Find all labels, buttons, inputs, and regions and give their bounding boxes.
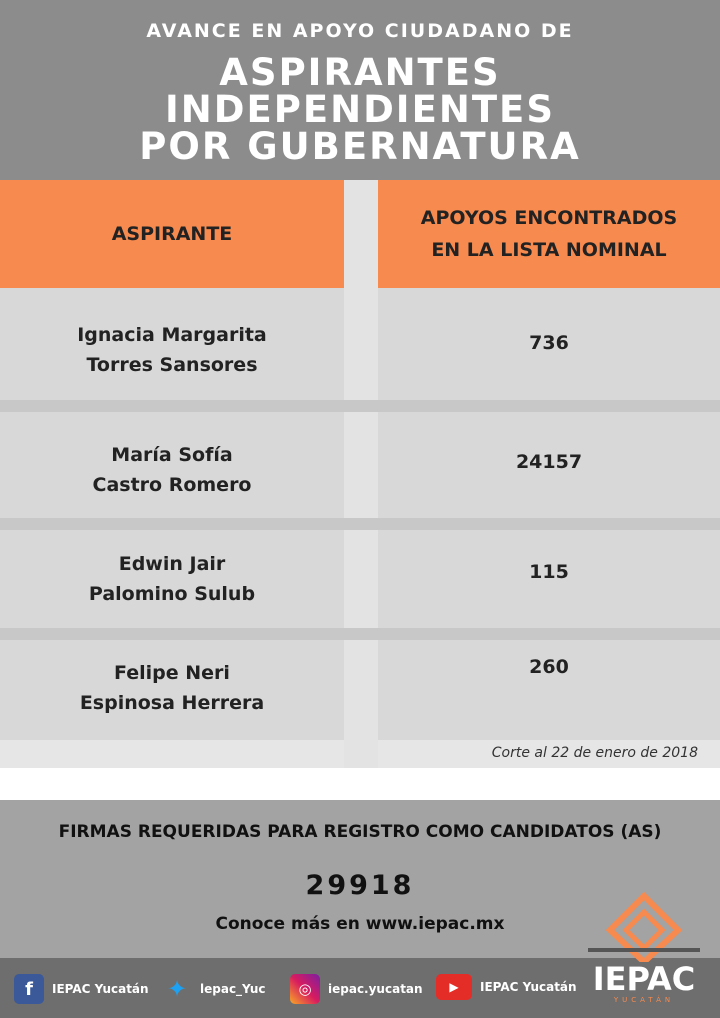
table-row-value (378, 530, 720, 628)
support-count: 736 (529, 332, 569, 354)
support-count: 115 (529, 561, 569, 583)
candidate-last-name: Torres Sansores (86, 354, 258, 376)
title-line-3: POR GUBERNATURA (139, 125, 581, 168)
column-header-label-1: APOYOS ENCONTRADOS (420, 207, 678, 229)
youtube-handle: IEPAC Yucatán (480, 980, 577, 994)
column-header-apoyos (378, 180, 720, 288)
candidate-first-name: Edwin Jair (118, 553, 226, 575)
row-separator (0, 400, 720, 412)
table-footer-left (0, 740, 344, 768)
title-line-2: INDEPENDIENTES (165, 88, 555, 131)
logo-text: IEPAC (592, 960, 696, 998)
twitter-icon: ✦ (166, 975, 188, 1003)
instagram-handle: iepac.yucatan (328, 982, 423, 996)
instagram-link[interactable] (290, 974, 423, 1004)
header-title (0, 51, 720, 168)
candidate-last-name: Palomino Sulub (88, 583, 256, 605)
candidate-first-name: Felipe Neri (114, 662, 230, 684)
candidate-last-name: Espinosa Herrera (79, 692, 265, 714)
youtube-link[interactable] (436, 974, 577, 1000)
table-row-value (378, 412, 720, 518)
facebook-icon: f (14, 974, 44, 1004)
support-count: 24157 (515, 451, 583, 473)
table-row-value (378, 640, 720, 740)
iepac-logo-mark (588, 890, 700, 962)
required-signatures-label: FIRMAS REQUERIDAS PARA REGISTRO COMO CANDIDATOS (AS) (58, 822, 662, 842)
twitter-handle: lepac_Yuc (200, 982, 266, 996)
column-header-aspirante (0, 180, 344, 288)
table-row-name (0, 640, 344, 740)
candidate-first-name: Ignacia Margarita (77, 324, 267, 346)
row-separator (0, 628, 720, 640)
candidate-first-name: María Sofía (111, 444, 233, 466)
facebook-handle: IEPAC Yucatán (52, 982, 149, 996)
logo-subtext: YUCATÁN (613, 996, 675, 1004)
header-banner (0, 0, 720, 180)
table-row-name (0, 412, 344, 518)
twitter-link[interactable] (162, 974, 266, 1004)
website-link[interactable]: Conoce más en www.iepac.mx (215, 914, 505, 934)
column-header-label-2: EN LA LISTA NOMINAL (431, 239, 667, 261)
cutoff-date: Corte al 22 de enero de 2018 (491, 745, 698, 761)
column-divider (344, 180, 378, 768)
support-count: 260 (529, 656, 569, 678)
row-separator (0, 518, 720, 530)
iepac-logo (588, 890, 700, 1010)
youtube-icon: ▶ (436, 974, 472, 1000)
required-signatures-number: 29918 (305, 870, 415, 901)
table-row-value (378, 288, 720, 400)
table-row-name (0, 288, 344, 400)
column-header-label: ASPIRANTE (111, 223, 233, 245)
instagram-icon: ◎ (290, 974, 320, 1004)
facebook-link[interactable] (14, 974, 149, 1004)
title-line-1: ASPIRANTES (219, 51, 501, 94)
header-subtitle: AVANCE EN APOYO CIUDADANO DE (146, 20, 574, 42)
table-row-name (0, 530, 344, 628)
candidate-last-name: Castro Romero (92, 474, 252, 496)
